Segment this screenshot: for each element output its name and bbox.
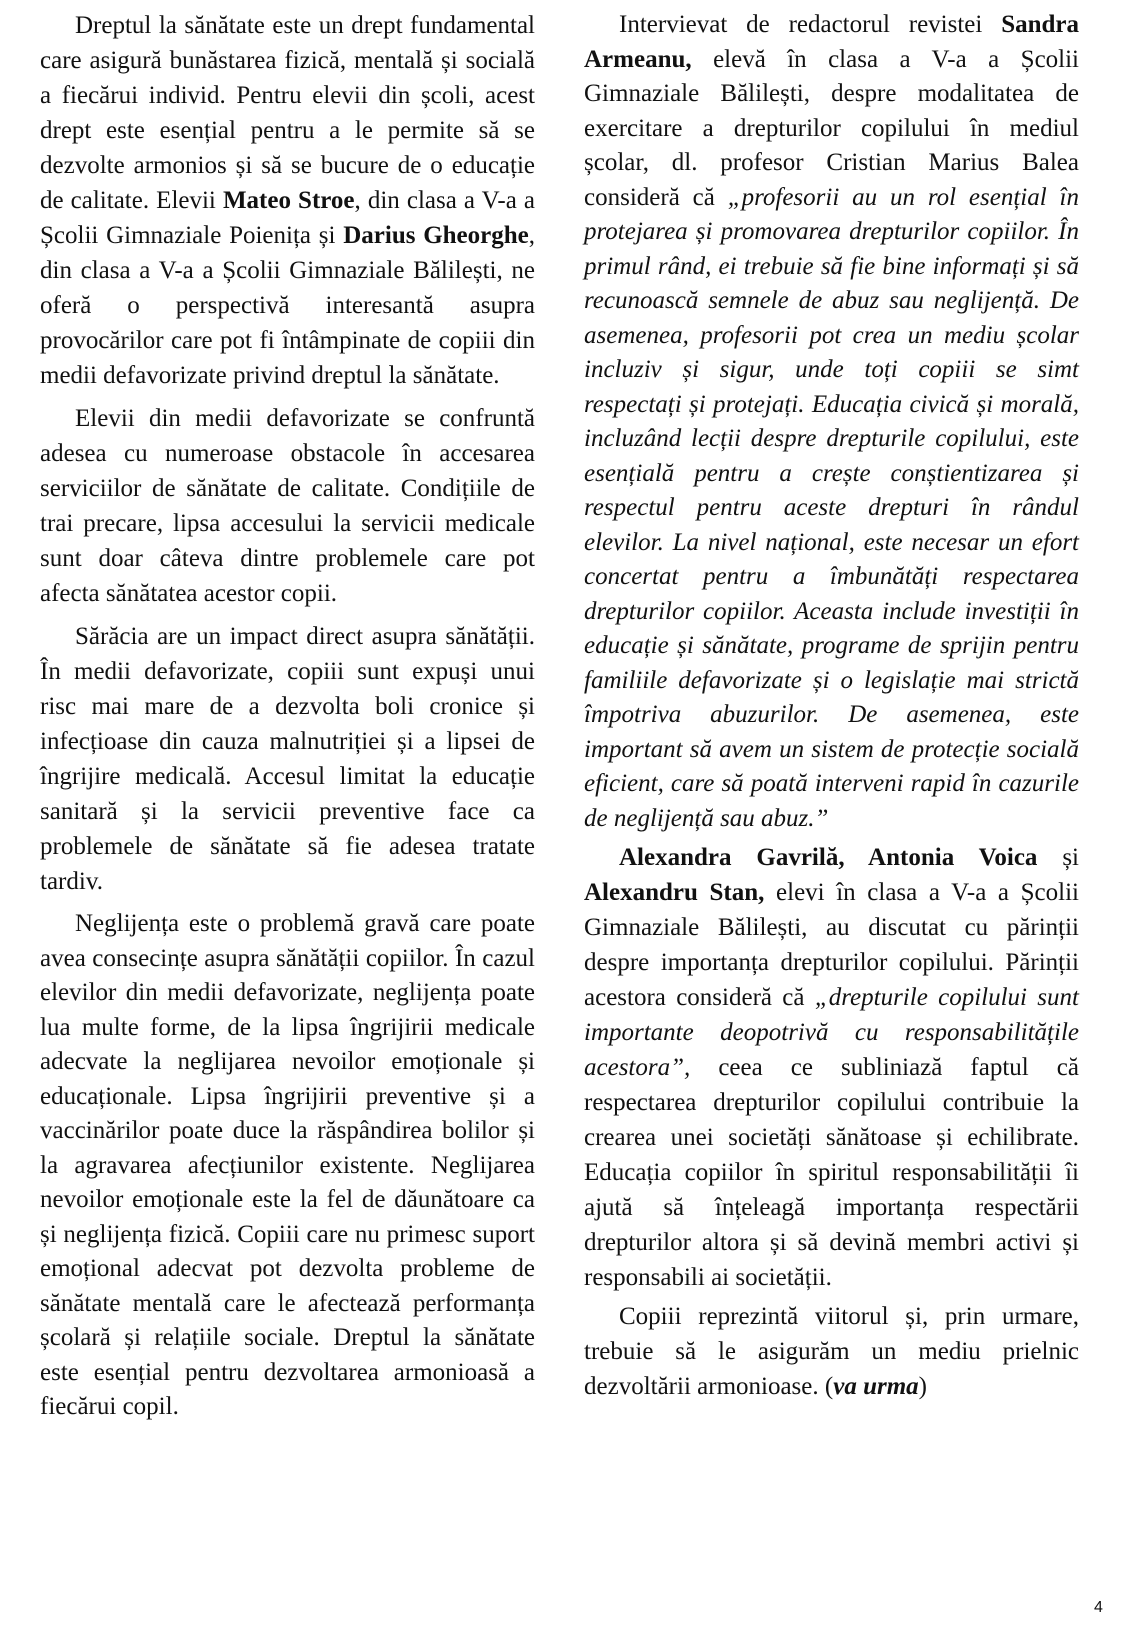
student-name: Alexandru Stan, [584,879,765,906]
page-number: 4 [1094,1599,1103,1616]
student-names: Alexandra Gavrilă, Antonia Voica [619,844,1038,871]
right-column [584,8,1079,1404]
paragraph-parents [584,840,1079,1295]
paren-open: ( [824,1373,834,1400]
to-be-continued: va urma [833,1373,919,1400]
student-name: Mateo Stroe [222,187,355,214]
text-run: ceea ce subliniază faptul că respectarea drepturilor copilului contribuie la crearea unei societăți sănătoase și echilibrate. Educația copiilor în spiritul responsabilității îi ajută să înțeleagă importanța respectării drepturilor altora și să devină membri activi și responsabili ai societății. [584,1054,1079,1291]
text-run: , din clasa a V-a a Școlii Gimnaziale Poienița și [40,187,535,249]
text-run: Intervievat de redactorul revistei [619,11,1002,38]
text-run: elevă în clasa a V-a a Școlii Gimnaziale Bălilești, despre modalitatea de exercitare a drepturilor copilului în mediul școlar, dl. profesor Cristian Marius Balea consideră că [584,45,1079,211]
teacher-quote: „profesorii au un rol esențial în protejarea și promovarea drepturilor copiilor. În primul rând, ei trebuie să fie bine informați și să recunoască semnele de abuz sau neglijență. De asemenea, profesorii pot crea un mediu școlar incluziv și sigur, unde toți copiii se simt respectați și protejați. Educația civică și morală, incluzând lecții despre drepturile copilului, este esențială pentru a crește conștientizarea și respectul pentru aceste drepturi în rândul elevilor. La nivel național, este necesar un efort concertat pentru a îmbunătăți respectarea drepturilor copiilor. Aceasta include investiții în educație și sănătate, programe de sprijin pentru familiile defavorizate și o legislație mai strictă împotriva abuzurilor. De asemenea, este important să avem un sistem de protecție socială eficient, care să poată interveni rapid în cazurile de neglijență sau abuz.” [584,183,1079,832]
paragraph-interview [584,8,1079,836]
text-run: și [1037,844,1079,871]
text-run: Dreptul la sănătate este un drept fundamental care asigură bunăstarea fizică, mentală și socială a fiecărui individ. Pentru elevii din școli, acest drept este esențial pentru a le permite să se dezvolte armonios și să se bucure de o educație de calitate. Elevii [40,12,535,214]
text-run: Copiii reprezintă viitorul și, prin urmare, trebuie să le asigurăm un mediu prielnic dezvoltării armonioase. [584,1303,1079,1400]
paragraph-health-right [40,8,535,393]
student-name: Darius Gheorghe [343,222,529,249]
paragraph-obstacles: Elevii din medii defavorizate se confruntă adesea cu numeroase obstacole în accesarea serviciilor de sănătate de calitate. Condițiile de trai precare, lipsa accesului la servicii medicale sunt doar câteva dintre problemele care pot afecta sănătatea acestor copii. [40,405,535,607]
paren-close: ) [918,1373,927,1400]
paragraph-conclusion [584,1299,1079,1404]
paragraph-neglect: Neglijența este o problemă gravă care poate avea consecințe asupra sănătății copiilor. În cazul elevilor din medii defavorizate, neglijența poate lua multe forme, de la lipsa îngrijirii medicale adecvate la neglijarea nevoilor emoționale și educaționale. Lipsa îngrijirii preventive și a vaccinărilor poate duce la răspândirea bolilor și la agravarea afecțiunilor existente. Neglijarea nevoilor emoționale este la fel de dăunătoare ca și neglijența fizică. Copiii care nu primesc suport emoțional adecvat pot dezvolta probleme de sănătate mentală care le afectează performanța școlară și relațiile sociale. Dreptul la sănătate este esențial pentru dezvoltarea armonioasă a fiecărui copil. [40,910,535,1420]
editor-name: Sandra Armeanu, [584,11,1079,73]
left-column [40,8,535,1425]
text-run: , din clasa a V-a a Școlii Gimnaziale Bălilești, ne oferă o perspectivă interesantă asupra provocărilor care pot fi întâmpinate de copiii din medii defavorizate privind dreptul la sănătate. [40,222,535,389]
paragraph-poverty: Sărăcia are un impact direct asupra sănătății. În medii defavorizate, copiii sunt expuși unui risc mai mare de a dezvolta boli cronice și infecțioase din cauza malnutriției și a lipsei de îngrijire medicală. Accesul limitat la educație sanitară și la servicii preventive face ca problemele de sănătate să fie adesea tratate tardiv. [40,623,535,895]
parents-quote: „drepturile copilului sunt importante deopotrivă cu responsabilitățile acestora”, [584,984,1079,1081]
text-run: elevi în clasa a V-a a Școlii Gimnaziale Bălilești, au discutat cu părinții despre importanța drepturilor copilului. Părinții acestora consideră că [584,879,1079,1011]
